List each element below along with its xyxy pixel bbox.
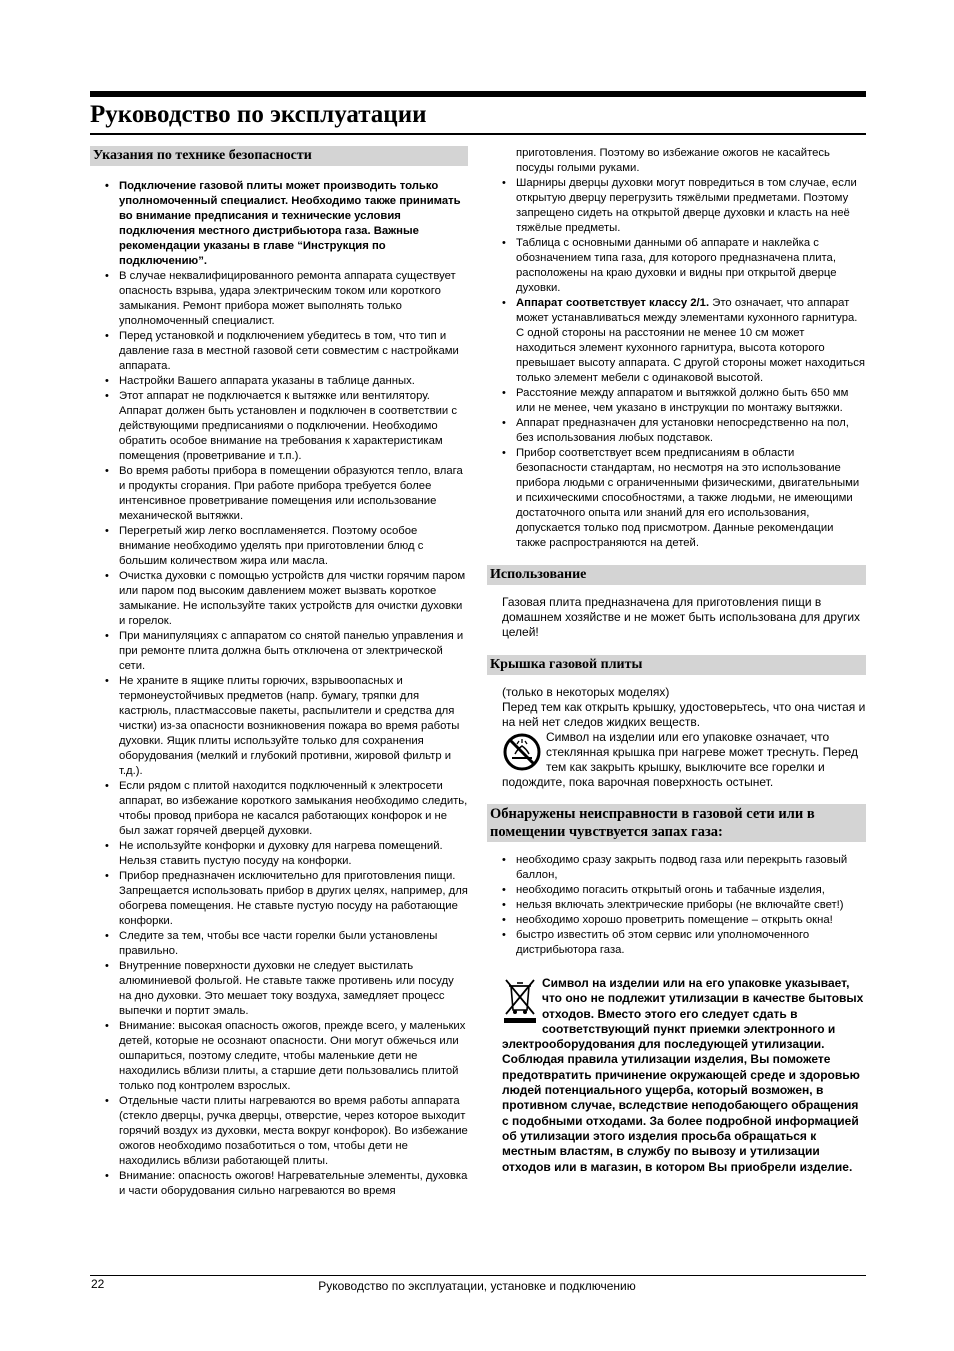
list-item: • быстро известить об этом сервис или уполномоченного дистрибьютора газа. [487,928,866,958]
list-item: • Подключение газовой плиты может производить только уполномоченный специалист. Необходимо также принимать во внимание предписания и технические условия подключения местного дистрибьютора газа. Важные рекомендации указаны в главе “Инструкция по подключению”. [90,179,468,269]
list-item: • Очистка духовки с помощью устройств для чистки горячим паром или паром под высоким давлением может вызвать короткое замыкание. Не используйте таких устройств для очистки духовки и горелок. [90,569,468,629]
safety-list-continued [487,146,866,551]
list-item: • Перегретый жир легко воспламеняется. Поэтому особое внимание необходимо уделять при приготовлении блюд с большим количеством жира или масла. [90,524,468,569]
continued-text-content: приготовления. Поэтому во избежание ожогов не касайтесь посуды голыми руками. [516,147,830,174]
list-item: • Аппарат предназначен для установки непосредственно на пол, без использования любых подставок. [487,416,866,446]
left-column [90,146,468,1199]
list-item: • Прибор соответствует всем предписаниям в области безопасности стандартам, но несмотря на это использование прибора людьми с ограниченными физическими, двигательными и психическими способностями, а также людьми, не имеющими достаточного опыта или знаний для его использования, допускается только под присмотром. Данные рекомендации также распространяются на детей. [487,446,866,551]
lid-symbol-text: Символ на изделии или его упаковке означает, что стеклянная крышка при нагреве может треснуть. Перед тем как закрыть крышку, выключите все горелки и подождите, пока варочная поверхность остынет. [502,730,859,789]
list-item [487,296,866,386]
list-item: • необходимо хорошо проветрить помещение – открыть окна! [487,913,866,928]
weee-block [487,976,866,1175]
continued-text [487,146,866,176]
list-item: • Таблица с основными данными об аппарате и наклейка с обозначением типа газа, для которого предназначена плита, расположены на краю духовки и видны при открытой дверце духовки. [487,236,866,296]
page-number: 22 [91,1277,105,1291]
safety-list [90,179,468,1199]
list-item: • Расстояние между аппаратом и вытяжкой должно быть 650 мм или не менее, чем указано в инструкции по монтажу вытяжки. [487,386,866,416]
list-item: • необходимо погасить открытый огонь и табачные изделия, [487,883,866,898]
list-item: • В случае неквалифицированного ремонта аппарата существует опасность взрыва, удара электрическим током или короткого замыкания. Ремонт прибора может выполнять только уполномоченный специалист. [90,269,468,329]
hot-glass-icon [502,732,542,772]
top-rule [90,91,866,97]
list-item: • Перед установкой и подключением убедитесь в том, что тип и давление газа в местной газовой сети совместим с настройками аппарата. [90,329,468,374]
gas-fault-heading: Обнаружены неисправности в газовой сети или в помещении чувствуется запах газа: [487,804,866,842]
weee-text: Символ на изделии или на его упаковке указывает, что оно не подлежит утилизации в качестве бытовых отходов. Вместо этого его следует сдать в соответствующий пункт приемки электронного и электрооборудования для последующей утилизации. Соблюдая правила утилизации изделия, Вы поможете предотвратить причинение окружающей среде и здоровью людей потенциального ущерба, который возможен, в противном случае, вследствие неподобающего обращения с подобными отходами. За более подробной информацией об утилизации этого изделия просьба обращаться к местным властям, в службу по вывозу и утилизации отходов или в магазин, в котором Вы приобрели изделие. [502,976,864,1174]
list-item: • При манипуляциях с аппаратом со снятой панелью управления и при ремонте плита должна быть отключена от электрической сети. [90,629,468,674]
list-item: • Не храните в ящике плиты горючих, взрывоопасных и термонеустойчивых предметов (напр. бумагу, тряпки для кастрюль, пластмассовые пакеты, распылители и средства для чистки) из-за опасности возникновения пожара во время работы духовки. Ящик плиты используйте только для сохранения оборудования (мелкий и глубокий противни, жировой фильтр и т.д.). [90,674,468,779]
page-title: Руководство по эксплуатации [90,101,427,128]
class-rest: Это означает, что аппарат может устанавливаться между элементами кухонного гарнитура. С одной стороны на расстоянии не менее 10 см может находиться элемент кухонного гарнитура, высота которого превышает высоту аппарата. С другой стороны может находиться только элемент мебели с одинаковой высотой. [516,297,865,384]
lid-instruction: Перед тем как открыть крышку, удостоверьтесь, что она чистая и на ней нет следов жидких веществ. [502,700,866,729]
list-item: • нельзя включать электрические приборы (не включайте свет!) [487,898,866,913]
list-item: • Если рядом с плитой находится подключенный к электросети аппарат, во избежание короткого замыкания необходимо следить, чтобы провод прибора не касался работающих конфорок и не был зажат горячей дверцей духовки. [90,779,468,839]
list-item: • Следите за тем, чтобы все части горелки были установлены правильно. [90,929,468,959]
list-item: • Шарниры дверцы духовки могут повредиться в том случае, если открытую дверцу перегрузить тяжёлыми предметами. Поэтому запрещено сидеть на открытой дверце духовки и класть на неё тяжёлые предметы. [487,176,866,236]
list-item: • Внимание: высокая опасность ожогов, прежде всего, у маленьких детей, которые не осознают опасности. Они могут обжечься или ошпариться, поэтому следите, чтобы маленькие дети не находились вблизи плиты, а старшие дети пользовались плитой только под контролем взрослых. [90,1019,468,1094]
gas-fault-list [487,853,866,958]
class-bold: Аппарат соответствует классу 2/1. [516,297,710,309]
lid-symbol-block [487,730,866,790]
list-item: • Настройки Вашего аппарата указаны в таблице данных. [90,374,468,389]
list-item: • Не используйте конфорки и духовку для нагрева помещений. Нельзя ставить пустую посуду на конфорки. [90,839,468,869]
list-item: • Внутренние поверхности духовки не следует выстилать алюминиевой фольгой. Не ставьте также противень или посуду на дно духовки. Это мешает току воздуха, замедляет процесс выпечки и портит эмаль. [90,959,468,1019]
right-column [487,146,866,1175]
usage-heading: Использование [487,565,866,585]
title-rule [90,133,866,135]
safety-heading: Указания по технике безопасности [90,146,468,166]
list-item: • необходимо сразу закрыть подвод газа или перекрыть газовый баллон, [487,853,866,883]
lid-heading: Крышка газовой плиты [487,655,866,675]
list-item: • Этот аппарат не подключается к вытяжке или вентилятору. Аппарат должен быть установлен и подключен в соответствии с действующими предписаниями о подключении. Необходимо обратить особое внимание на требования к характеристикам помещения (проветривание и т.п.). [90,389,468,464]
lid-note: (только в некоторых моделях) [502,685,670,699]
weee-bin-icon [502,976,538,1024]
list-item: • Внимание: опасность ожогов! Нагревательные элементы, духовка и части оборудования сильно нагреваются во время [90,1169,468,1199]
list-item: • Отдельные части плиты нагреваются во время работы аппарата (стекло дверцы, ручка дверцы, отверстие, через которое выходит горячий воздух из духовки, места вокруг конфорок). Во избежание ожогов необходимо позаботиться о том, чтобы дети не находились вблизи работающей плиты. [90,1094,468,1169]
list-item: • Прибор предназначен исключительно для приготовления пищи. Запрещается использовать прибор в других целях, например, для обогрева помещения. Не ставьте пустую посуду на работающие конфорки. [90,869,468,929]
usage-text: Газовая плита предназначена для приготовления пищи в домашнем хозяйстве и не может быть использована для других целей! [502,595,861,639]
footer-text: Руководство по эксплуатации, установке и подключению [318,1279,636,1293]
list-item: • Во время работы прибора в помещении образуются тепло, влага и продукты сгорания. При работе прибора требуется более интенсивное проветривание помещения или использование механической вытяжки. [90,464,468,524]
footer-rule [90,1275,866,1276]
